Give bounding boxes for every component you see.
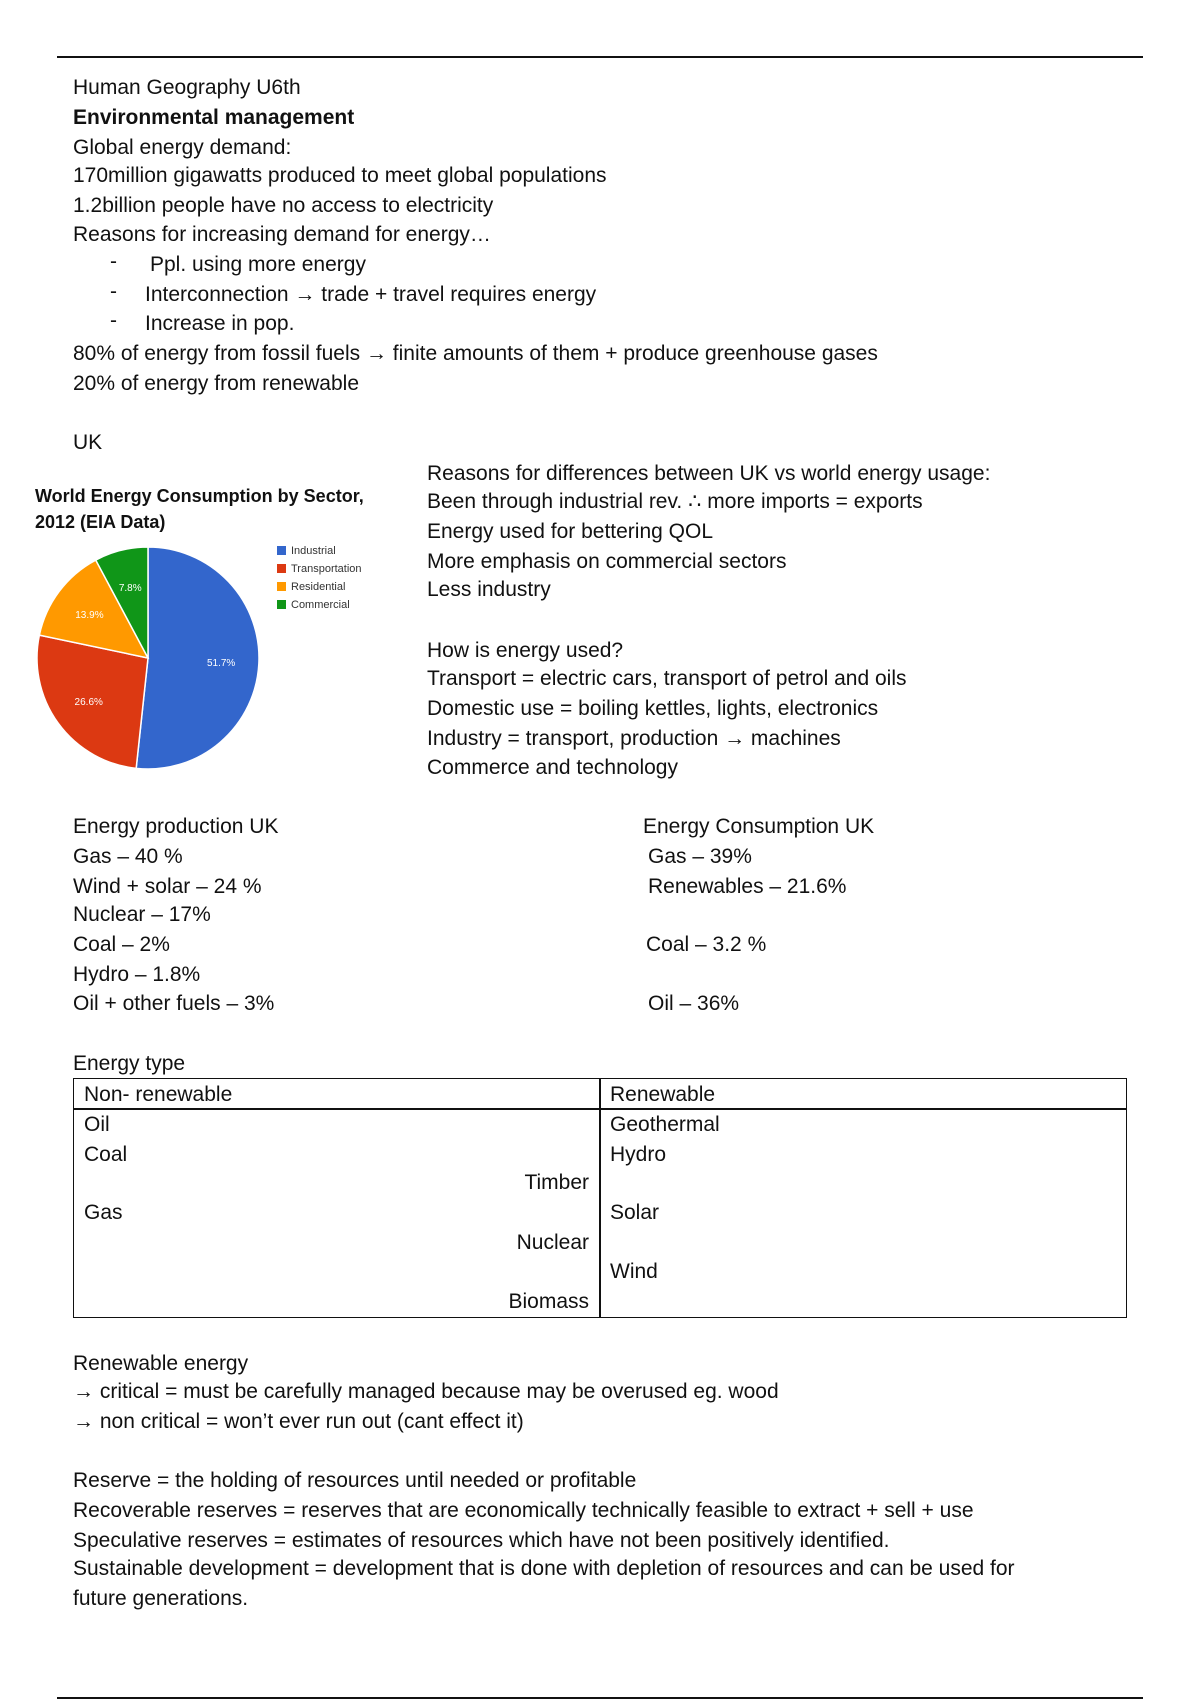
legend-swatch [277, 600, 286, 609]
usage-item: Domestic use = boiling kettles, lights, electronics [427, 697, 879, 720]
table-cell: Wind [610, 1260, 658, 1283]
legend-item [277, 544, 336, 558]
usage-item: Industry = transport, production → machines [427, 727, 841, 750]
legend-label: Industrial [291, 545, 336, 557]
reason-item: Ppl. using more energy [150, 253, 366, 276]
uk-label: UK [73, 431, 103, 454]
table-divider [599, 1079, 601, 1317]
consumption-item: Renewables – 21.6% [648, 875, 847, 898]
top-rule [57, 56, 1143, 58]
bullet-dash: - [110, 250, 117, 273]
definition-speculative: Speculative reserves = estimates of resources which have not been positively identified. [73, 1529, 890, 1552]
usage-item: Commerce and technology [427, 756, 678, 779]
demand-fact-2: 1.2billion people have no access to electricity [73, 194, 494, 217]
definition-sustainable-cont: future generations. [73, 1587, 249, 1610]
production-item: Coal – 2% [73, 933, 170, 956]
reason-item: Interconnection → trade + travel requires energy [145, 283, 597, 306]
difference-item: Less industry [427, 578, 551, 601]
legend-label: Transportation [291, 563, 362, 575]
pie-slice-industrial [136, 547, 259, 769]
pie-data-label: 13.9% [75, 610, 104, 622]
renewable-energy-heading: Renewable energy [73, 1352, 249, 1375]
differences-heading: Reasons for differences between UK vs world energy usage: [427, 462, 991, 485]
chart-title-line-1: World Energy Consumption by Sector, [35, 486, 364, 506]
fossil-fact: 80% of energy from fossil fuels → finite amounts of them + produce greenhouse gases [73, 342, 878, 365]
demand-fact-1: 170million gigawatts produced to meet global populations [73, 164, 607, 187]
table-cell: Nuclear [516, 1231, 589, 1254]
legend-item [277, 598, 350, 612]
bullet-dash: - [110, 309, 117, 332]
pie-data-label: 26.6% [74, 697, 103, 709]
consumption-heading: Energy Consumption UK [643, 815, 875, 838]
definition-recoverable: Recoverable reserves = reserves that are economically technically feasible to extract + sell + use [73, 1499, 974, 1522]
chart-title-line-2: 2012 (EIA Data) [35, 512, 166, 532]
consumption-item: Oil – 36% [648, 992, 740, 1015]
legend-label: Commercial [291, 599, 350, 611]
table-cell: Oil [84, 1113, 110, 1136]
table-cell: Hydro [610, 1143, 667, 1166]
definition-sustainable: Sustainable development = development that is done with depletion of resources and can be used for [73, 1557, 1015, 1580]
chart-title [35, 483, 364, 535]
legend-swatch [277, 564, 286, 573]
bottom-rule [57, 1697, 1143, 1699]
table-cell: Biomass [508, 1290, 589, 1313]
energy-type-heading: Energy type [73, 1052, 186, 1075]
production-item: Gas – 40 % [73, 845, 183, 868]
reasons-heading: Reasons for increasing demand for energy… [73, 223, 491, 246]
bullet-dash: - [110, 280, 117, 303]
legend-swatch [277, 546, 286, 555]
demand-heading: Global energy demand: [73, 136, 292, 159]
legend-label: Residential [291, 581, 346, 593]
reason-item: Increase in pop. [145, 312, 295, 335]
pie-data-label: 7.8% [118, 582, 142, 594]
table-cell: Solar [610, 1201, 660, 1224]
noncritical-note: → non critical = won’t ever run out (cant effect it) [73, 1410, 524, 1433]
consumption-item: Gas – 39% [648, 845, 752, 868]
pie-data-label: 51.7% [206, 657, 236, 669]
usage-item: Transport = electric cars, transport of petrol and oils [427, 667, 907, 690]
course-title: Human Geography U6th [73, 76, 301, 99]
difference-item: Energy used for bettering QOL [427, 520, 713, 543]
legend-item [277, 580, 345, 594]
table-cell: Timber [524, 1171, 589, 1194]
table-cell: Coal [84, 1143, 128, 1166]
table-header-renewable: Renewable [610, 1083, 716, 1106]
energy-type-table [73, 1078, 1127, 1318]
difference-item: More emphasis on commercial sectors [427, 550, 787, 573]
table-header-nonrenewable: Non- renewable [84, 1083, 233, 1106]
consumption-item: Coal – 3.2 % [646, 933, 767, 956]
production-item: Oil + other fuels – 3% [73, 992, 275, 1015]
production-heading: Energy production UK [73, 815, 279, 838]
production-item: Wind + solar – 24 % [73, 875, 262, 898]
usage-heading: How is energy used? [427, 639, 624, 662]
topic-heading: Environmental management [73, 106, 355, 129]
definition-reserve: Reserve = the holding of resources until needed or profitable [73, 1469, 637, 1492]
critical-note: → critical = must be carefully managed because may be overused eg. wood [73, 1380, 779, 1403]
legend-swatch [277, 582, 286, 591]
table-cell: Geothermal [610, 1113, 720, 1136]
pie-chart [30, 540, 270, 780]
difference-item: Been through industrial rev. ∴ more imports = exports [427, 490, 923, 513]
production-item: Nuclear – 17% [73, 903, 211, 926]
production-item: Hydro – 1.8% [73, 963, 201, 986]
table-cell: Gas [84, 1201, 123, 1224]
renewable-fact: 20% of energy from renewable [73, 372, 359, 395]
legend-item [277, 562, 362, 576]
